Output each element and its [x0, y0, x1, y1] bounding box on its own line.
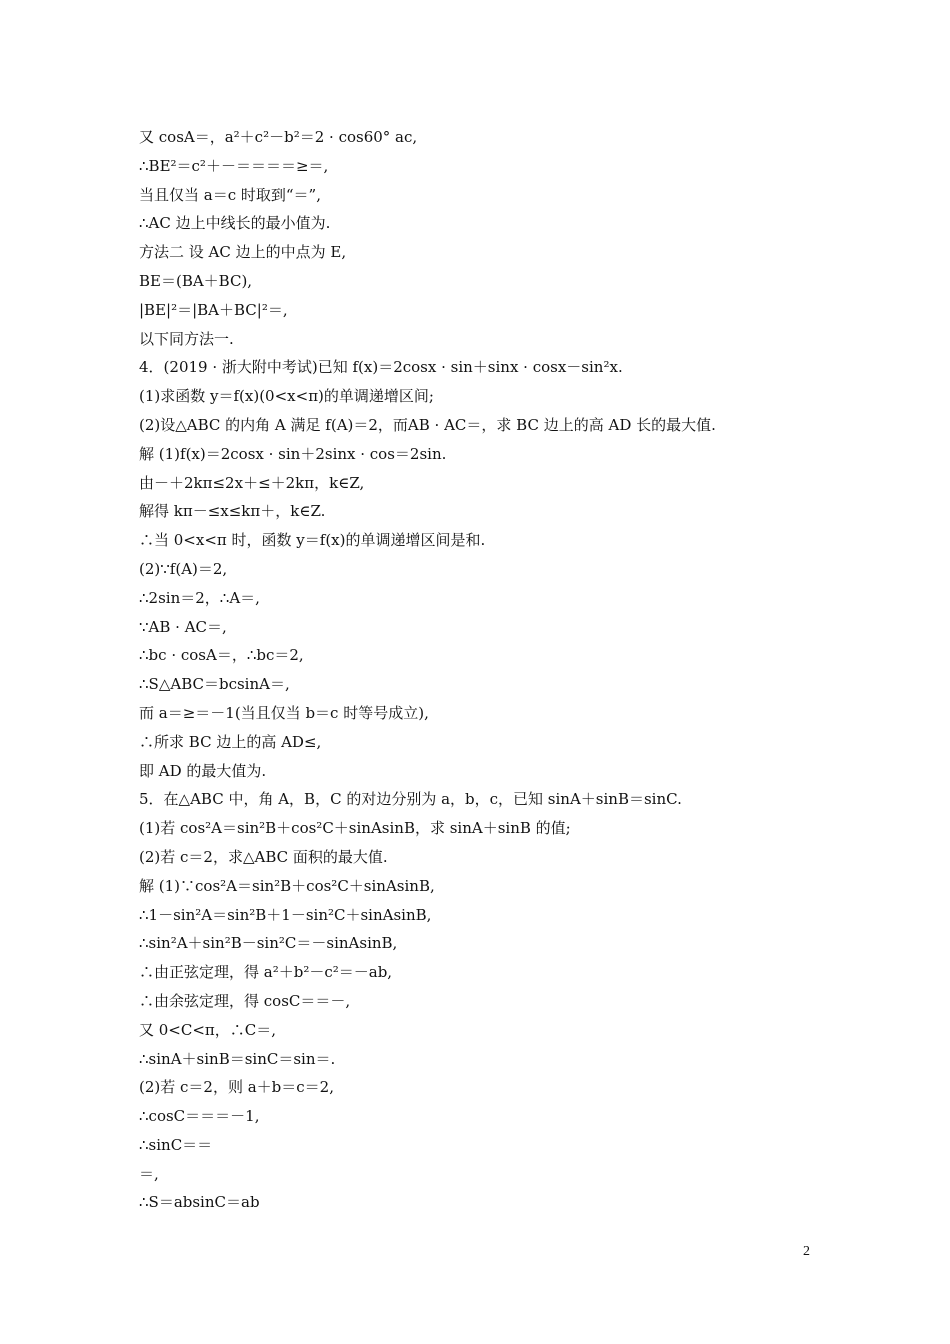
text-line: 以下同方法一.: [139, 329, 234, 348]
text-line: ∴cosC＝＝＝－1,: [139, 1107, 260, 1126]
text-line: ∴bc · cosA＝，∴bc＝2,: [139, 646, 304, 665]
page-number: 2: [803, 1244, 810, 1259]
problem-4-statement: 4．(2019 · 浙大附中考试)已知 f(x)＝2cosx · sin＋sinx · cosx－sin²x.: [139, 358, 623, 377]
text-line: ∵AB · AC＝,: [139, 617, 227, 636]
text-line: 解 (1)∵cos²A＝sin²B＋cos²C＋sinAsinB,: [139, 876, 435, 895]
text-line: (1)若 cos²A＝sin²B＋cos²C＋sinAsinB，求 sinA＋sinB 的值;: [139, 819, 571, 838]
text-line: ∴当 0<x<π 时，函数 y＝f(x)的单调递增区间是和.: [139, 531, 486, 550]
text-line: ∴由正弦定理，得 a²＋b²－c²＝－ab,: [139, 963, 393, 982]
text-line: (2)若 c＝2，则 a＋b＝c＝2,: [139, 1078, 334, 1097]
text-line: ∴2sin＝2，∴A＝,: [139, 588, 260, 607]
text-line: 当且仅当 a＝c 时取到“＝”,: [139, 185, 321, 204]
text-line: (1)求函数 y＝f(x)(0<x<π)的单调递增区间;: [139, 387, 434, 406]
text-line: (2)若 c＝2，求△ABC 面积的最大值.: [139, 847, 388, 866]
document-body: [139, 123, 839, 1217]
text-line: 而 a＝≥＝－1(当且仅当 b＝c 时等号成立),: [139, 703, 429, 722]
text-line: 解 (1)f(x)＝2cosx · sin＋2sinx · cos＝2sin.: [139, 444, 447, 463]
text-line: ∴所求 BC 边上的高 AD≤,: [139, 732, 322, 751]
text-line: ＝,: [139, 1164, 159, 1183]
text-line: ∴BE²＝c²＋－＝＝＝＝≥＝,: [139, 156, 329, 175]
text-line: 又 cosA＝，a²＋c²－b²＝2 · cos60° ac,: [139, 128, 418, 146]
text-line: ∴S＝absinC＝ab: [139, 1193, 260, 1212]
text-line: 由－＋2kπ≤2x＋≤＋2kπ，k∈Z,: [139, 473, 365, 492]
text-line: 解得 kπ－≤x≤kπ＋，k∈Z.: [139, 502, 326, 521]
text-line: ∴S△ABC＝bcsinA＝,: [139, 675, 290, 694]
text-line: ∴AC 边上中线长的最小值为.: [139, 214, 331, 233]
text-line: ∴sinC＝＝: [139, 1135, 213, 1154]
text-line: ∴由余弦定理，得 cosC＝＝－,: [139, 991, 351, 1010]
text-line: 又 0<C<π，∴C＝,: [139, 1020, 277, 1039]
text-line: (2)设△ABC 的内角 A 满足 f(A)＝2，而AB · AC＝，求 BC 边上的高 AD 长的最大值.: [139, 415, 716, 434]
text-line: ∴sin²A＋sin²B－sin²C＝－sinAsinB,: [139, 934, 398, 953]
text-line: ∴sinA＋sinB＝sinC＝sin＝.: [139, 1049, 336, 1068]
problem-5-statement: 5．在△ABC 中，角 A，B，C 的对边分别为 a，b，c，已知 sinA＋sinB＝sinC.: [139, 790, 682, 809]
text-line: 方法二 设 AC 边上的中点为 E,: [139, 243, 347, 262]
text-line: BE＝(BA＋BC),: [139, 271, 253, 290]
text-line: (2)∵f(A)＝2,: [139, 559, 228, 578]
text-line: |BE|²＝|BA＋BC|²＝,: [139, 300, 288, 319]
text-line: ∴1－sin²A＝sin²B＋1－sin²C＋sinAsinB,: [139, 905, 432, 924]
text-line: 即 AD 的最大值为.: [139, 761, 267, 780]
